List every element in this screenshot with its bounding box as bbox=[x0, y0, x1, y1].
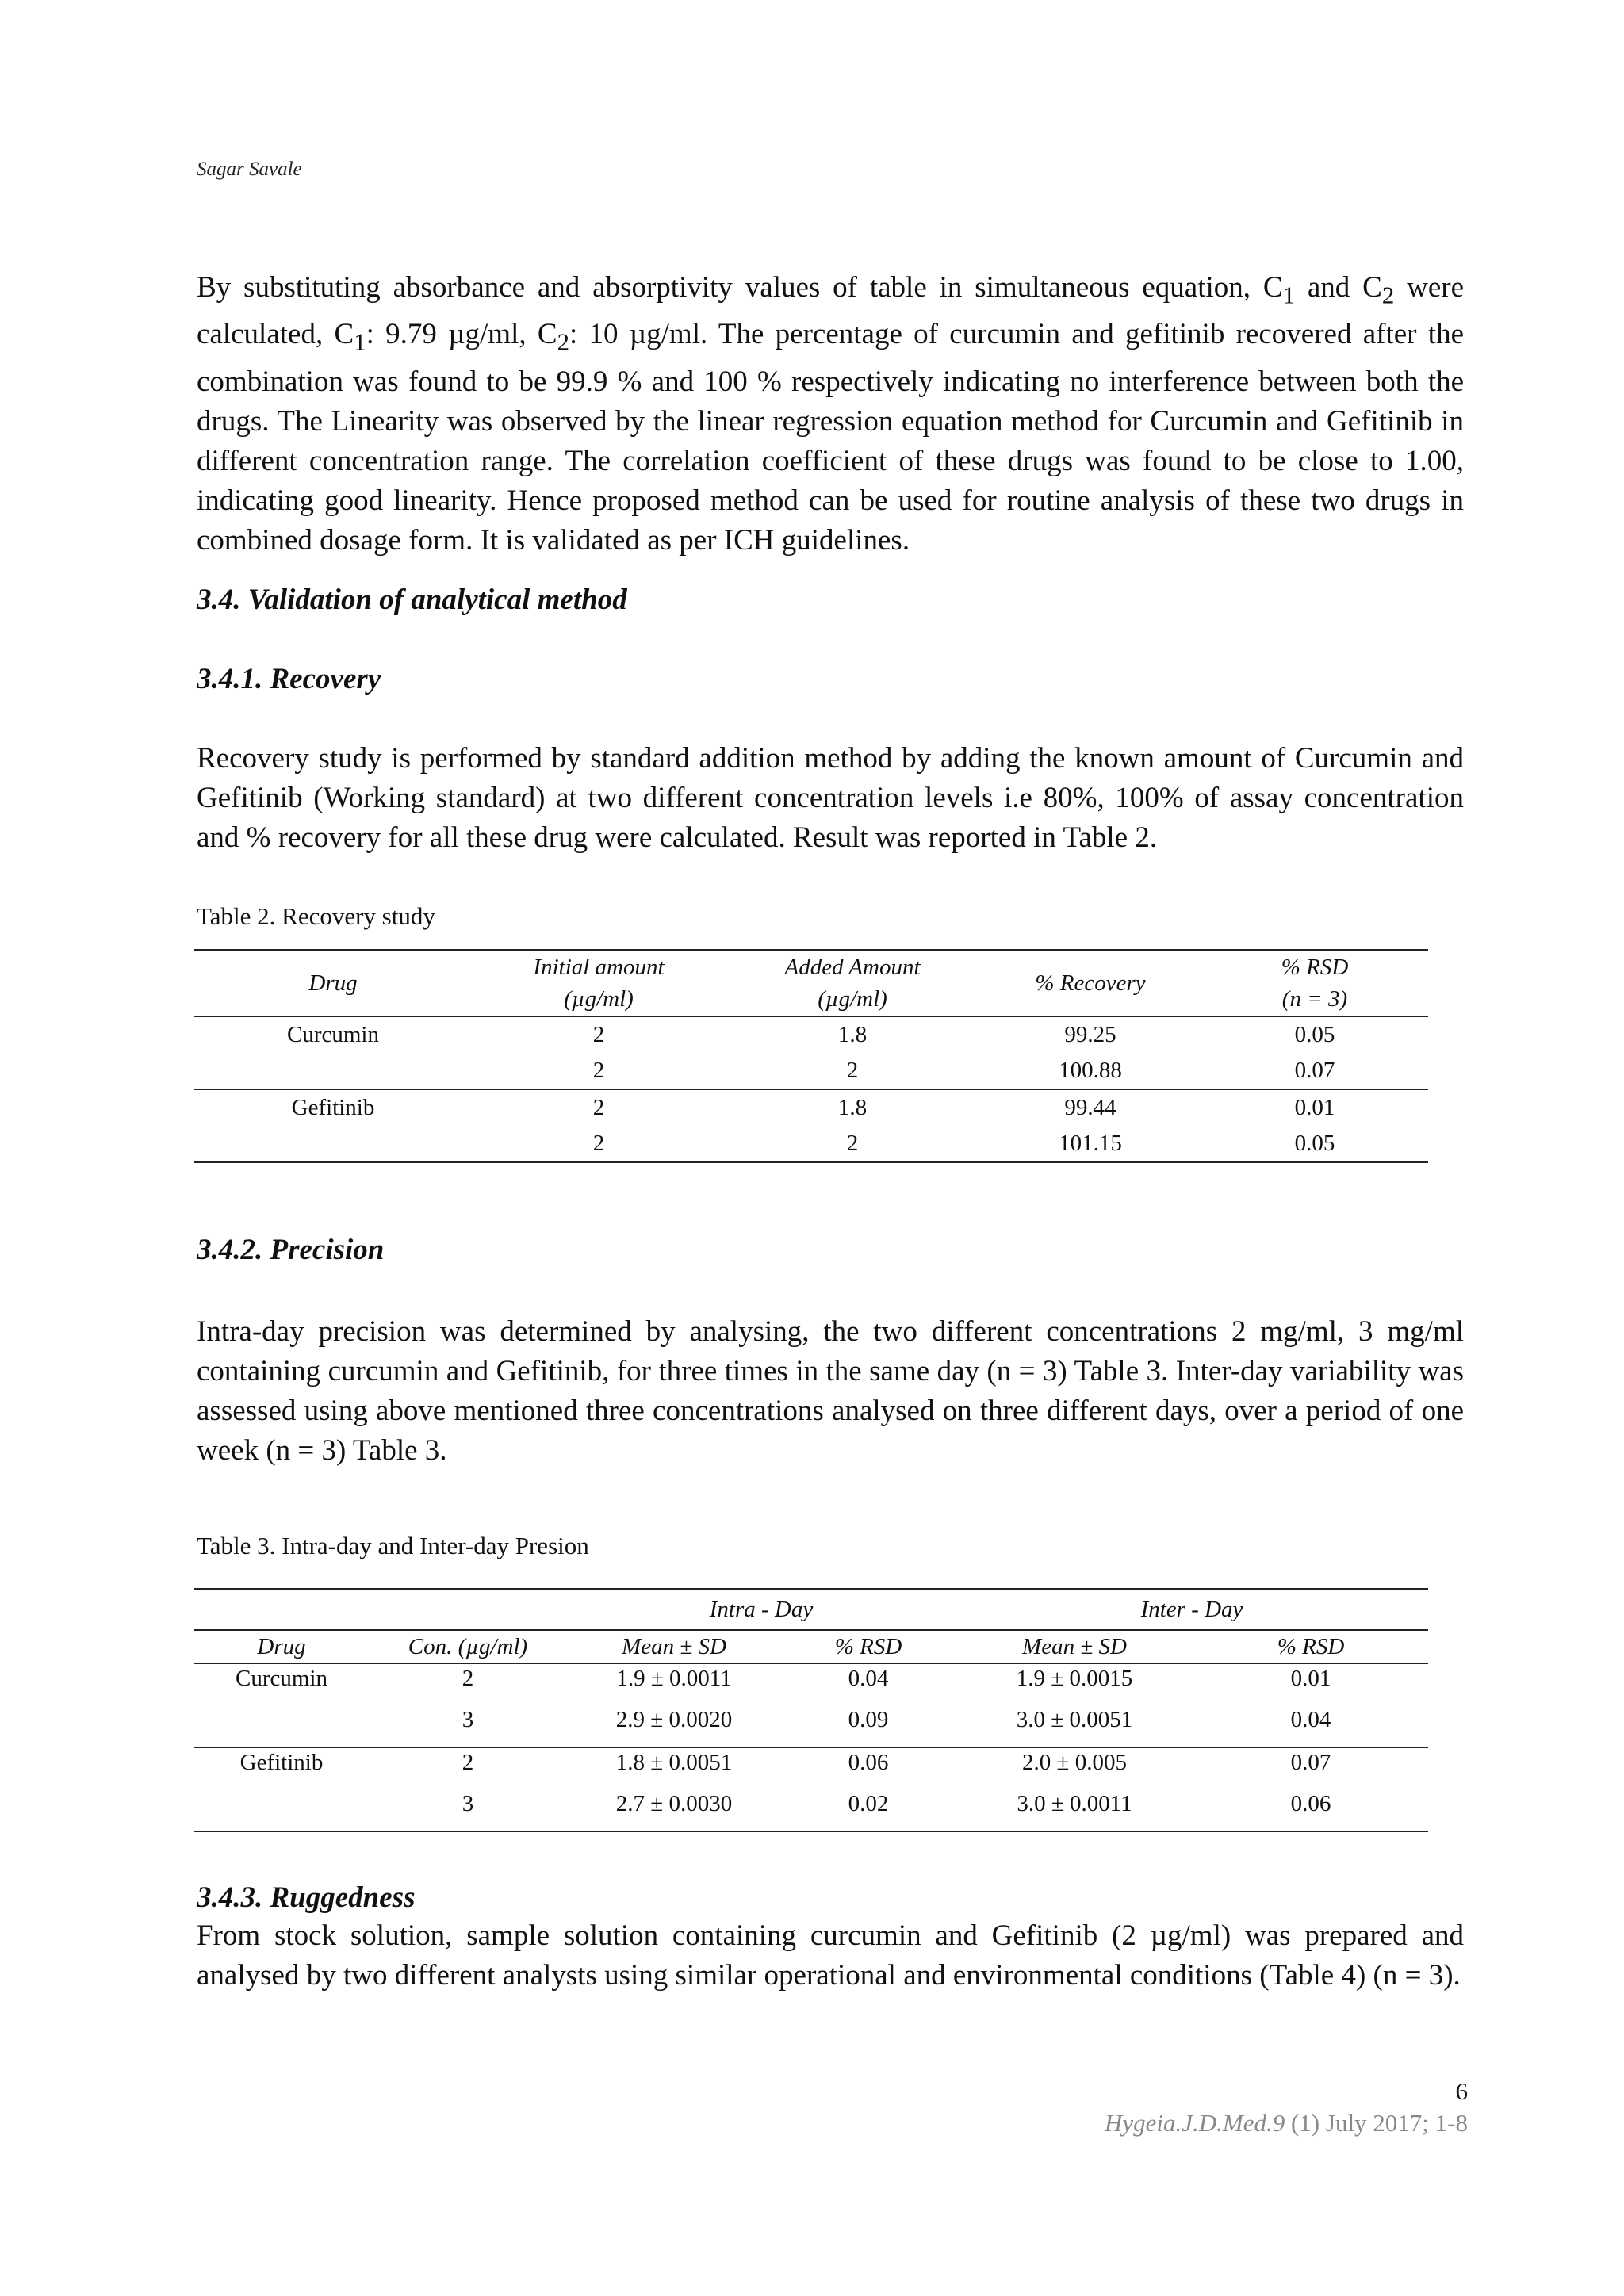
cell-initial: 2 bbox=[592, 1131, 605, 1156]
cell-drug: Gefitinib bbox=[239, 1750, 324, 1775]
cell-con: 3 bbox=[369, 1705, 567, 1747]
table-row bbox=[194, 1705, 1428, 1747]
page-number: 6 bbox=[1455, 2077, 1468, 2105]
journal-citation bbox=[1105, 2109, 1468, 2137]
journal-issue: (1) July 2017; 1-8 bbox=[1285, 2109, 1468, 2137]
cell-con: 3 bbox=[462, 1791, 474, 1816]
header-drug: Drug bbox=[194, 950, 472, 1016]
intro-text: : 9.79 µg/ml, C bbox=[366, 318, 557, 351]
table-row bbox=[194, 1053, 1428, 1089]
section-heading-3-4: 3.4. Validation of analytical method bbox=[197, 584, 627, 616]
section-heading-3-4-2: 3.4.2. Precision bbox=[197, 1234, 385, 1266]
subscript: 2 bbox=[1381, 281, 1395, 309]
intro-paragraph bbox=[197, 268, 1464, 561]
intro-text: : 10 µg/ml. The percentage of curcumin and gefitinib recovered after the combination was found to be 99.9 % and 100 % respectively indicating no interference between both the drugs. The Linearity was observed by the linear regression equation method for Curcumin and Gefitinib in different concentration range. The correlation coefficient of these drugs was found to be close to 1.00, indicating good linearity. Hence proposed method can be used for routine analysis of these two drugs in combined dosage form. It is validated as per ICH guidelines. bbox=[197, 318, 1464, 557]
ruggedness-paragraph: From stock solution, sample solution containing curcumin and Gefitinib (2 µg/ml) was prepared and analysed by two different analysts using similar operational and environmental conditions (Table 4) (n = 3). bbox=[197, 1919, 1464, 1992]
cell-added: 2 bbox=[846, 1131, 859, 1156]
cell-con: 2 bbox=[462, 1750, 474, 1775]
cell-recovery: 101.15 bbox=[1059, 1131, 1122, 1156]
cell-drug bbox=[194, 1053, 472, 1089]
cell-inter-mean: 2.0 ± 0.005 bbox=[1022, 1750, 1127, 1775]
intro-text: and C bbox=[1295, 271, 1382, 304]
subscript: 2 bbox=[557, 328, 569, 356]
table-header-row bbox=[194, 950, 1428, 1016]
cell-drug bbox=[194, 1789, 369, 1831]
cell-initial: 2 bbox=[592, 1095, 605, 1120]
cell-intra-rsd: 0.06 bbox=[848, 1750, 889, 1775]
intro-text: By substituting absorbance and absorptivity values of table in simultaneous equation, C bbox=[197, 271, 1283, 304]
cell-initial: 2 bbox=[592, 1022, 605, 1047]
subscript: 1 bbox=[354, 328, 366, 356]
cell-rsd: 0.01 bbox=[1294, 1095, 1335, 1120]
cell-rsd: 0.05 bbox=[1294, 1022, 1335, 1047]
cell-intra-mean: 2.7 ± 0.0030 bbox=[615, 1791, 733, 1816]
intro-text: were calculated, C bbox=[197, 271, 1464, 351]
section-heading-3-4-1: 3.4.1. Recovery bbox=[197, 663, 381, 695]
cell-added: 1.8 bbox=[837, 1022, 868, 1047]
header-intra-mean: Mean ± SD bbox=[567, 1630, 781, 1663]
cell-intra-rsd: 0.09 bbox=[781, 1705, 956, 1747]
cell-intra-rsd: 0.02 bbox=[848, 1791, 889, 1816]
cell-inter-rsd: 0.04 bbox=[1193, 1705, 1428, 1747]
cell-drug: Gefitinib bbox=[291, 1095, 375, 1120]
table-row bbox=[194, 1126, 1428, 1162]
table3-caption: Table 3. Intra-day and Inter-day Presion bbox=[197, 1532, 589, 1559]
subscript: 1 bbox=[1282, 281, 1295, 309]
section-heading-3-4-3: 3.4.3. Ruggedness bbox=[197, 1881, 416, 1914]
cell-drug bbox=[194, 1126, 472, 1162]
table-row bbox=[194, 1089, 1428, 1126]
header-intra-day: Intra - Day bbox=[567, 1589, 956, 1630]
cell-initial: 2 bbox=[472, 1053, 726, 1089]
journal-name: Hygeia.J.D.Med.9 bbox=[1104, 2109, 1285, 2137]
cell-drug: Curcumin bbox=[287, 1022, 379, 1047]
cell-rsd: 0.05 bbox=[1294, 1131, 1335, 1156]
header-added-amount: Added Amount (µg/ml) bbox=[726, 950, 979, 1016]
cell-recovery: 100.88 bbox=[979, 1053, 1201, 1089]
table-row bbox=[194, 1789, 1428, 1831]
cell-recovery: 99.25 bbox=[1064, 1022, 1116, 1047]
table-row bbox=[194, 1663, 1428, 1705]
cell-drug: Curcumin bbox=[236, 1666, 327, 1691]
table-row bbox=[194, 1747, 1428, 1789]
cell-recovery: 99.44 bbox=[1064, 1095, 1116, 1120]
cell-added: 2 bbox=[726, 1053, 979, 1089]
running-head: Sagar Savale bbox=[197, 159, 302, 180]
header-empty bbox=[369, 1589, 567, 1630]
cell-intra-mean: 2.9 ± 0.0020 bbox=[567, 1705, 781, 1747]
precision-paragraph: Intra-day precision was determined by analysing, the two different concentrations 2 mg/ml, 3 mg/ml containing curcumin and Gefitinib, for three times in the same day (n = 3) Table 3. Inter-day variability was assessed using above mentioned three concentrations analysed on three different days, over a period of one week (n = 3) Table 3. bbox=[197, 1315, 1464, 1467]
header-intra-rsd: % RSD bbox=[781, 1630, 956, 1663]
table2-caption: Table 2. Recovery study bbox=[197, 902, 435, 930]
header-inter-day: Inter - Day bbox=[956, 1589, 1428, 1630]
cell-rsd: 0.07 bbox=[1201, 1053, 1428, 1089]
recovery-table bbox=[194, 949, 1428, 1163]
header-recovery: % Recovery bbox=[979, 950, 1201, 1016]
cell-con: 2 bbox=[462, 1666, 474, 1691]
header-empty bbox=[194, 1589, 369, 1630]
cell-inter-mean: 3.0 ± 0.0011 bbox=[1017, 1791, 1132, 1816]
cell-intra-mean: 1.9 ± 0.0011 bbox=[616, 1666, 732, 1691]
header-inter-rsd: % RSD bbox=[1193, 1630, 1428, 1663]
cell-drug bbox=[194, 1705, 369, 1747]
cell-inter-rsd: 0.01 bbox=[1290, 1666, 1331, 1691]
header-drug: Drug bbox=[194, 1630, 369, 1663]
precision-table bbox=[194, 1588, 1428, 1832]
table-group-header-row bbox=[194, 1589, 1428, 1630]
table-row bbox=[194, 1016, 1428, 1053]
recovery-paragraph: Recovery study is performed by standard addition method by adding the known amount of Curcumin and Gefitinib (Working standard) at two different concentration levels i.e 80%, 100% of assay concentration and % recovery for all these drug were calculated. Result was reported in Table 2. bbox=[197, 742, 1464, 854]
cell-inter-rsd: 0.07 bbox=[1290, 1750, 1331, 1775]
header-inter-mean: Mean ± SD bbox=[956, 1630, 1193, 1663]
cell-added: 1.8 bbox=[837, 1095, 868, 1120]
header-rsd: % RSD (n = 3) bbox=[1201, 950, 1428, 1016]
cell-inter-mean: 3.0 ± 0.0051 bbox=[956, 1705, 1193, 1747]
cell-inter-mean: 1.9 ± 0.0015 bbox=[1016, 1666, 1133, 1691]
header-initial-amount: Initial amount (µg/ml) bbox=[472, 950, 726, 1016]
header-con: Con. (µg/ml) bbox=[369, 1630, 567, 1663]
cell-intra-mean: 1.8 ± 0.0051 bbox=[615, 1750, 733, 1775]
cell-intra-rsd: 0.04 bbox=[848, 1666, 889, 1691]
table-header-row bbox=[194, 1630, 1428, 1663]
cell-inter-rsd: 0.06 bbox=[1290, 1791, 1331, 1816]
